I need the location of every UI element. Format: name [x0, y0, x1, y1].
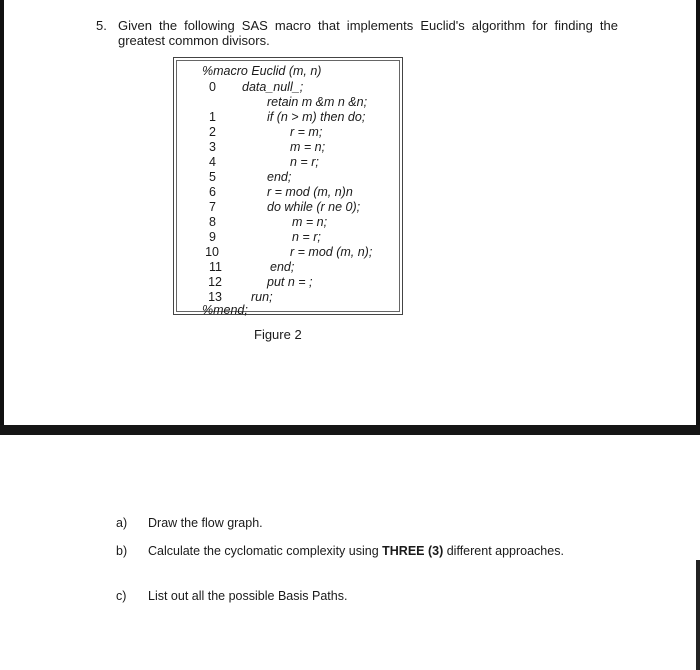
code-line: n = r; [290, 155, 319, 169]
code-line: data_null_; [242, 80, 304, 94]
subquestion-c-label: c) [116, 589, 127, 603]
emphasis-text: THREE (3) [382, 544, 444, 558]
subquestion-a-label: a) [116, 516, 128, 530]
scan-edge-right-bottom [696, 560, 700, 670]
scan-edge-right [696, 0, 700, 426]
line-number: 12 [208, 275, 222, 289]
subquestion-c-text: List out all the possible Basis Paths. [148, 589, 348, 603]
code-line: r = mod (m, n); [290, 245, 373, 259]
code-line: if (n > m) then do; [267, 110, 366, 124]
line-number: 7 [209, 200, 216, 214]
code-line: run; [251, 290, 273, 304]
code-header: %macro Euclid (m, n) [202, 64, 322, 78]
question-number: 5. [96, 18, 107, 33]
line-number: 1 [209, 110, 216, 124]
code-line: put n = ; [267, 275, 313, 289]
subquestion-a-text: Draw the flow graph. [148, 516, 263, 530]
code-line: retain m &m n &n; [267, 95, 368, 109]
line-number: 4 [209, 155, 216, 169]
scan-edge-left [0, 0, 4, 426]
line-number: 3 [209, 140, 216, 154]
line-number: 5 [209, 170, 216, 184]
line-number: 11 [209, 260, 222, 274]
code-line: n = r; [292, 230, 321, 244]
line-number: 2 [209, 125, 216, 139]
line-number: 9 [209, 230, 216, 244]
subquestion-b-label: b) [116, 544, 128, 558]
code-footer: %mend; [202, 303, 248, 317]
line-number: 6 [209, 185, 216, 199]
code-line: do while (r ne 0); [267, 200, 361, 214]
code-line: end; [270, 260, 295, 274]
line-number: 0 [209, 80, 216, 94]
line-number: 8 [209, 215, 216, 229]
code-line: end; [267, 170, 292, 184]
code-line: r = mod (m, n)n [267, 185, 353, 199]
question-text: Given the following SAS macro that implements Euclid's algorithm for finding the greatest common divisors. [118, 18, 618, 48]
figure-caption: Figure 2 [254, 327, 302, 342]
code-listing-box [173, 57, 403, 315]
line-number: 13 [208, 290, 222, 304]
code-line: r = m; [290, 125, 323, 139]
code-line: m = n; [292, 215, 328, 229]
line-number: 10 [205, 245, 219, 259]
subquestion-b-text: Calculate the cyclomatic complexity using THREE (3) different approaches. [148, 544, 564, 558]
code-line: m = n; [290, 140, 326, 154]
page-divider [0, 425, 700, 435]
